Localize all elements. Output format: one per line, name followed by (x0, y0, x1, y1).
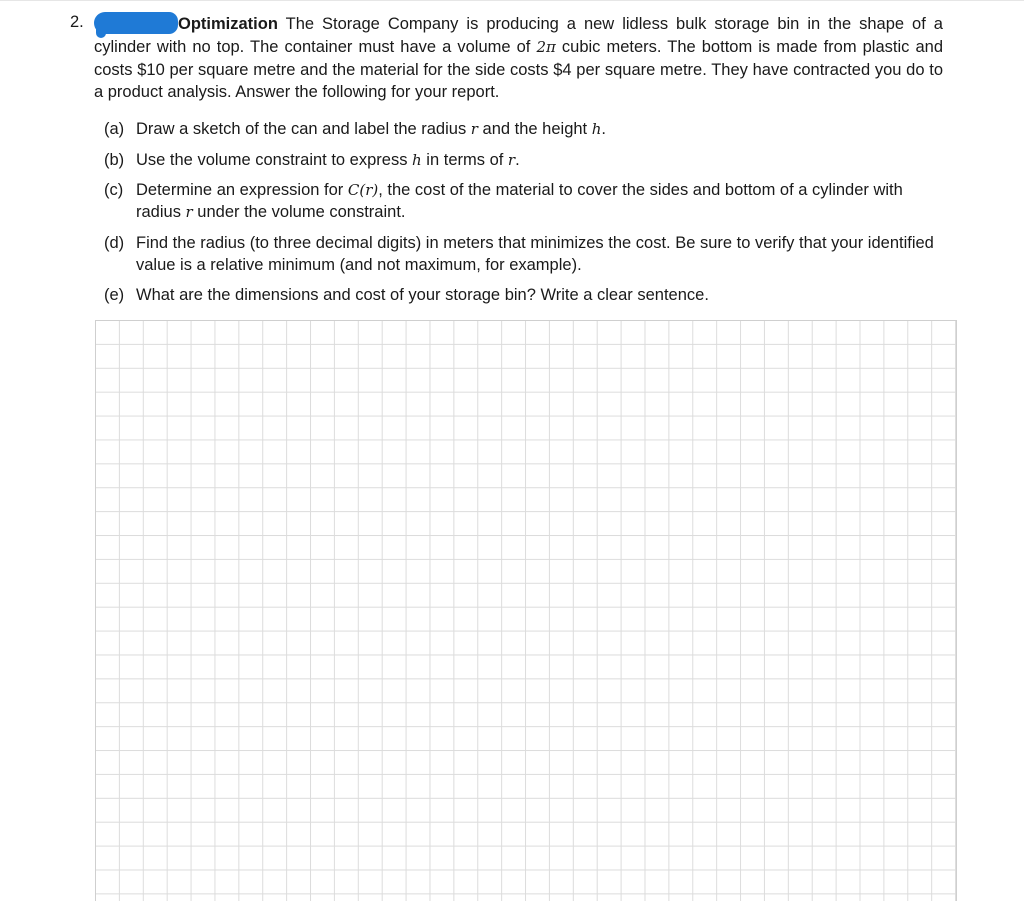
part-text: Determine an expression for (136, 181, 348, 199)
redaction-mark (94, 12, 178, 34)
part-text: under the volume constraint. (192, 203, 406, 221)
intro-text-1: The Storage Company is producing a new lidless bulk storage bin in the shape of a cylinder with no top. The container must have a volume of (94, 15, 943, 56)
part-text: . (601, 120, 606, 138)
question-number: 2. (70, 13, 84, 31)
intro-text-2: cubic meters. The bottom is made from plastic and costs $10 per square metre and the material for the side costs $4 per square metre. They have contracted you do to a product analysis. Answer the following for your report. (94, 37, 943, 102)
part-text: What are the dimensions and cost of your storage bin? Write a clear sentence. (136, 286, 709, 304)
part-text: Find the radius (to three decimal digits) in meters that minimizes the cost. Be sure to verify that your identified value is a relative minimum (and not maximum, for example). (136, 233, 934, 274)
part-b (104, 149, 944, 171)
question-intro (94, 13, 943, 104)
part-label: (e) (104, 286, 125, 304)
part-d (104, 232, 944, 276)
part-label: (a) (104, 120, 125, 138)
answer-grid (95, 320, 957, 901)
math-var: r (185, 203, 193, 221)
math-var: r (507, 150, 516, 169)
part-text: and the height (477, 120, 592, 138)
part-text: , the cost of the material to cover the sides and bottom of a cylinder with radius (136, 181, 903, 221)
question-title: Optimization (178, 15, 278, 33)
part-c (104, 179, 944, 223)
part-text: in terms of (421, 150, 508, 169)
question-parts (104, 118, 944, 315)
part-text: Draw a sketch of the can and label the radius (136, 120, 471, 138)
part-a (104, 118, 944, 140)
part-label: (c) (104, 181, 124, 199)
part-label: (b) (104, 150, 125, 169)
math-var: r (470, 120, 478, 138)
part-label: (d) (104, 233, 125, 252)
math-var: h (591, 120, 602, 138)
page-top-border (0, 0, 1024, 1)
part-text: Use the volume constraint to express (136, 150, 413, 169)
volume-value: 2π (536, 37, 556, 56)
math-expression: C(r) (347, 181, 379, 199)
redaction-mark-tail (96, 26, 106, 38)
part-e (104, 284, 944, 306)
part-text: . (515, 150, 520, 169)
math-var: h (412, 150, 422, 169)
